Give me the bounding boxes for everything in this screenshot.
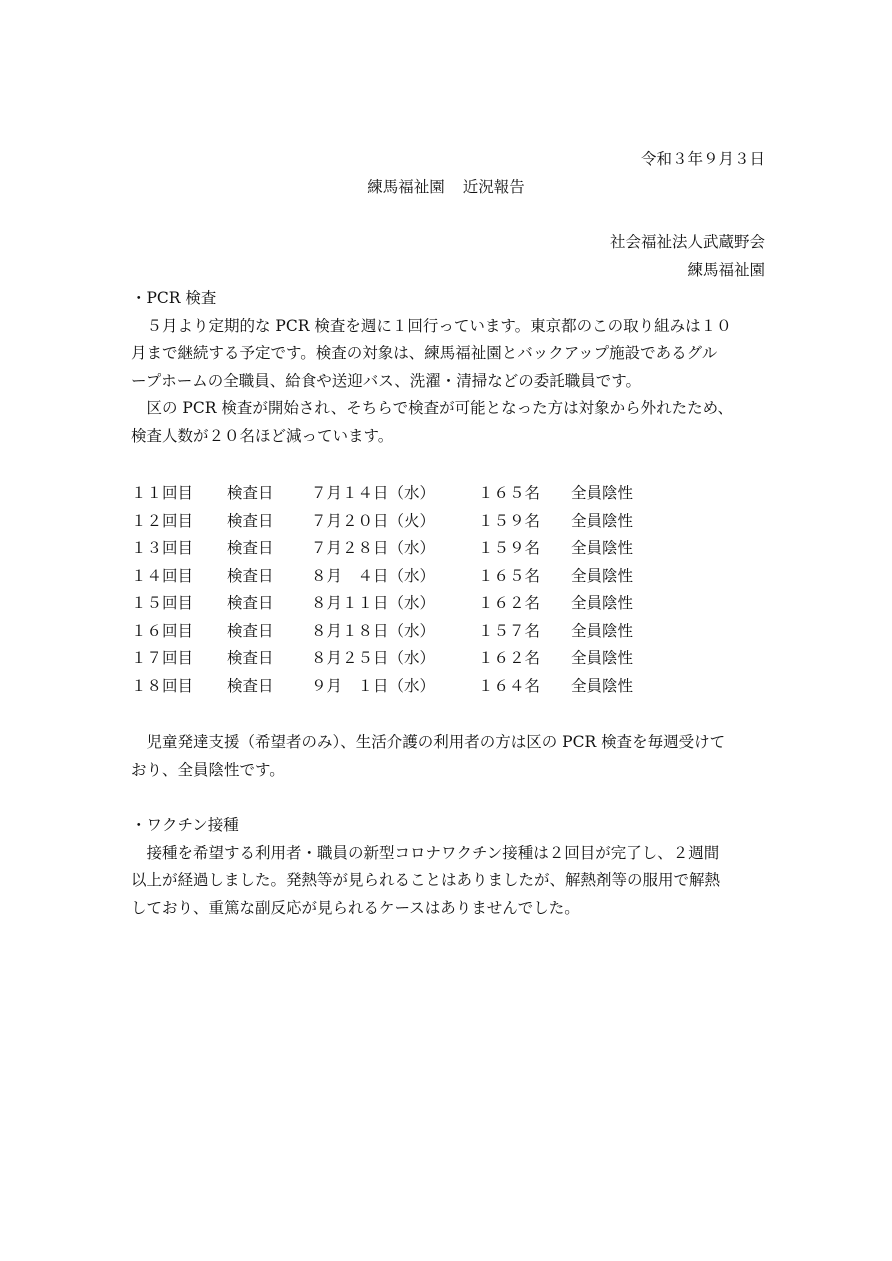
organization-name: 社会福祉法人武蔵野会 bbox=[609, 233, 765, 251]
test-count: １６５名 bbox=[478, 484, 541, 502]
test-label: 検査日 bbox=[227, 594, 274, 612]
test-result: 全員陰性 bbox=[571, 511, 634, 530]
vaccine-line3: しており、重篤な副反応が見られるケースはありませんでした。 bbox=[131, 898, 580, 917]
test-count: １６５名 bbox=[478, 566, 541, 585]
test-result: 全員陰性 bbox=[571, 594, 634, 612]
test-result: 全員陰性 bbox=[571, 566, 634, 585]
test-count: １６２名 bbox=[478, 649, 541, 667]
table-row bbox=[131, 618, 751, 646]
test-count: １６４名 bbox=[478, 676, 541, 695]
test-date: ７月１４日（水） bbox=[311, 484, 436, 502]
test-count: １５７名 bbox=[478, 621, 541, 640]
test-result: 全員陰性 bbox=[571, 649, 634, 667]
test-round: １７回目 bbox=[131, 649, 194, 667]
test-label: 検査日 bbox=[227, 649, 274, 667]
test-round: １６回目 bbox=[131, 621, 194, 640]
test-round: １５回目 bbox=[131, 594, 194, 612]
document-title bbox=[0, 174, 892, 202]
pcr-para1-line1: ５月より定期的な PCR 検査を週に１回行っています。東京都のこの取り組みは１０ bbox=[146, 316, 732, 335]
pcr-heading: ・PCR 検査 bbox=[131, 289, 217, 307]
table-row bbox=[131, 645, 751, 673]
test-result: 全員陰性 bbox=[571, 621, 634, 640]
title-sub: 近況報告 bbox=[462, 178, 525, 196]
test-label: 検査日 bbox=[227, 621, 274, 640]
test-date: ８月１１日（水） bbox=[311, 594, 436, 612]
document-date: 令和３年９月３日 bbox=[640, 150, 765, 168]
test-count: １５９名 bbox=[478, 511, 541, 530]
test-count: １５９名 bbox=[478, 539, 541, 557]
test-date: ８月 ４日（水） bbox=[311, 566, 436, 585]
test-label: 検査日 bbox=[227, 511, 274, 530]
test-round: １２回目 bbox=[131, 511, 194, 530]
test-date: ７月２８日（水） bbox=[311, 539, 436, 557]
test-round: １３回目 bbox=[131, 539, 194, 557]
child-support-line2: おり、全員陰性です。 bbox=[131, 760, 285, 779]
vaccine-line1: 接種を希望する利用者・職員の新型コロナワクチン接種は２回目が完了し、２週間 bbox=[146, 843, 720, 862]
test-round: １１回目 bbox=[131, 484, 194, 502]
test-result: 全員陰性 bbox=[571, 484, 634, 502]
test-round: １８回目 bbox=[131, 676, 194, 695]
vaccine-heading: ・ワクチン接種 bbox=[131, 816, 239, 834]
facility-name: 練馬福祉園 bbox=[687, 261, 765, 279]
test-date: ９月 １日（水） bbox=[311, 676, 436, 695]
table-row bbox=[131, 673, 751, 701]
test-round: １４回目 bbox=[131, 566, 194, 585]
table-row bbox=[131, 508, 751, 536]
vaccine-section bbox=[131, 812, 771, 922]
test-date: ７月２０日（火） bbox=[311, 511, 436, 530]
test-result: 全員陰性 bbox=[571, 539, 634, 557]
test-label: 検査日 bbox=[227, 566, 274, 585]
pcr-para1-line3: ープホームの全職員、給食や送迎バス、洗濯・清掃などの委託職員です。 bbox=[131, 371, 641, 390]
vaccine-line2: 以上が経過しました。発熱等が見られることはありましたが、解熱剤等の服用で解熱 bbox=[131, 871, 721, 889]
pcr-section bbox=[131, 285, 771, 450]
title-main: 練馬福祉園 bbox=[367, 178, 445, 196]
test-date: ８月１８日（水） bbox=[311, 621, 436, 640]
pcr-para2-line2: 検査人数が２０名ほど減っています。 bbox=[131, 426, 394, 445]
child-support-section bbox=[131, 729, 771, 784]
test-label: 検査日 bbox=[227, 484, 274, 502]
pcr-para1-line2: 月まで継続する予定です。検査の対象は、練馬福祉園とバックアップ施設であるグル bbox=[131, 344, 718, 362]
table-row bbox=[131, 563, 751, 591]
test-label: 検査日 bbox=[227, 676, 274, 695]
test-count: １６２名 bbox=[478, 594, 541, 612]
pcr-test-table bbox=[131, 480, 751, 700]
child-support-line1: 児童発達支援（希望者のみ）、生活介護の利用者の方は区の PCR 検査を毎週受けて bbox=[146, 733, 726, 751]
test-date: ８月２５日（水） bbox=[311, 649, 436, 667]
table-row bbox=[131, 535, 751, 563]
table-row bbox=[131, 480, 751, 508]
test-result: 全員陰性 bbox=[571, 676, 634, 695]
table-row bbox=[131, 590, 751, 618]
pcr-para2-line1: 区の PCR 検査が開始され、そちらで検査が可能となった方は対象から外れたため、 bbox=[146, 399, 733, 417]
test-label: 検査日 bbox=[227, 539, 274, 557]
